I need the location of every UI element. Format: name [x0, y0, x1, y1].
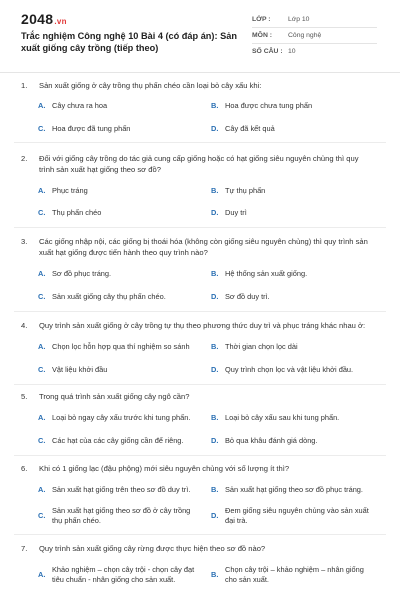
- question-header: [21, 391, 374, 402]
- option-letter: C.: [38, 292, 46, 301]
- info-value: Lớp 10: [288, 16, 310, 23]
- question-text: Các giống nhập nội, các giống bị thoái hóa (không còn giống siêu nguyên chủng) thì quy trình sản xuất hạt giống được tiến hành theo quy trình nào?: [39, 237, 368, 257]
- option-letter: D.: [211, 208, 219, 217]
- site-logo[interactable]: [21, 11, 67, 27]
- info-label: SỐ CÂU :: [252, 48, 283, 55]
- option-letter: A.: [38, 342, 46, 351]
- option-text: Đem giống siêu nguyên chủng vào sản xuất đại trà.: [225, 506, 369, 525]
- option-a[interactable]: [38, 269, 192, 279]
- option-letter: C.: [38, 365, 46, 374]
- option-text: Quy trình chọn lọc và vật liệu khởi đầu.: [225, 365, 354, 374]
- option-text: Loại bỏ ngay cây xấu trước khi tung phấn.: [52, 413, 191, 422]
- option-b[interactable]: [211, 413, 385, 423]
- question-text: Sản xuất giống ở cây trồng thụ phấn chéo cần loại bỏ cây xấu khi:: [39, 81, 262, 90]
- option-d[interactable]: [211, 124, 365, 134]
- option-text: Phục tráng: [52, 186, 88, 195]
- option-c[interactable]: [38, 365, 192, 375]
- option-c[interactable]: [38, 506, 202, 526]
- info-label: LỚP :: [252, 16, 271, 23]
- option-d[interactable]: [211, 292, 365, 302]
- option-letter: A.: [38, 485, 46, 494]
- question-text: Khi có 1 giống lạc (đậu phộng) mới siêu nguyên chủng với số lượng ít thì?: [39, 464, 290, 473]
- option-text: Chọn cây trội – khảo nghiệm – nhân giống cho sản xuất.: [225, 565, 364, 584]
- option-text: Vật liệu khởi đầu: [52, 365, 108, 374]
- option-a[interactable]: [38, 101, 192, 111]
- option-d[interactable]: [211, 506, 375, 526]
- page-header: [0, 0, 400, 73]
- option-letter: C.: [38, 436, 46, 445]
- option-text: Hoa được chưa tung phấn: [225, 101, 313, 110]
- option-a[interactable]: [38, 565, 202, 585]
- question-header: [21, 236, 374, 258]
- question-number: 7.: [21, 544, 28, 553]
- question-divider: [14, 384, 386, 385]
- option-b[interactable]: [211, 269, 365, 279]
- option-text: Sản xuất hạt giống trên theo sơ đồ duy trì.: [52, 485, 191, 494]
- info-value: Công nghệ: [288, 32, 322, 39]
- option-text: Hệ thống sản xuất giống.: [225, 269, 308, 278]
- option-letter: C.: [38, 208, 46, 217]
- option-b[interactable]: [211, 485, 385, 495]
- option-b[interactable]: [211, 101, 365, 111]
- option-b[interactable]: [211, 186, 365, 196]
- info-row-count: [252, 44, 377, 59]
- option-text: Thụ phấn chéo: [52, 208, 102, 217]
- question-header: [21, 80, 374, 91]
- option-b[interactable]: [211, 342, 365, 352]
- question-header: [21, 320, 374, 331]
- question-number: 4.: [21, 321, 28, 330]
- question-divider: [14, 142, 386, 143]
- option-letter: A.: [38, 570, 46, 579]
- option-a[interactable]: [38, 342, 212, 352]
- question-header: [21, 543, 374, 554]
- question-divider: [14, 534, 386, 535]
- option-text: Sản xuất giống cây thụ phấn chéo.: [52, 292, 166, 301]
- option-letter: D.: [211, 436, 219, 445]
- quiz-info-box: [252, 12, 377, 59]
- option-letter: C.: [38, 511, 46, 520]
- option-text: Cây chưa ra hoa: [52, 101, 108, 110]
- option-letter: A.: [38, 269, 46, 278]
- question-header: [21, 153, 374, 175]
- option-c[interactable]: [38, 208, 192, 218]
- question-text: Quy trình sản xuất giống ở cây trồng tự thụ theo phương thức duy trì và phục tráng khác nhau ở:: [39, 321, 366, 330]
- option-letter: C.: [38, 124, 46, 133]
- option-letter: D.: [211, 511, 219, 520]
- option-letter: B.: [211, 570, 219, 579]
- option-c[interactable]: [38, 124, 192, 134]
- option-c[interactable]: [38, 292, 192, 302]
- option-letter: B.: [211, 101, 219, 110]
- option-text: Thời gian chọn lọc dài: [225, 342, 298, 351]
- option-letter: A.: [38, 186, 46, 195]
- option-text: Hoa được đã tung phấn: [52, 124, 131, 133]
- option-d[interactable]: [211, 208, 365, 218]
- question-number: 1.: [21, 81, 28, 90]
- option-letter: D.: [211, 124, 219, 133]
- question-number: 5.: [21, 392, 28, 401]
- question-number: 3.: [21, 237, 28, 246]
- question-text: Quy trình sản xuất giống cây rừng được thực hiện theo sơ đồ nào?: [39, 544, 266, 553]
- question-number: 2.: [21, 154, 28, 163]
- option-letter: B.: [211, 485, 219, 494]
- option-text: Khảo nghiệm – chọn cây trội - chọn cây đạt tiêu chuẩn - nhân giống cho sản xuất.: [52, 565, 195, 584]
- info-value: 10: [288, 48, 296, 55]
- option-text: Sản xuất hạt giống theo sơ đồ phục tráng.: [225, 485, 363, 494]
- question-divider: [14, 311, 386, 312]
- option-text: Sản xuất hạt giống theo sơ đồ ở cây trồng thụ phấn chéo.: [52, 506, 191, 525]
- question-number: 6.: [21, 464, 28, 473]
- option-text: Các hạt của các cây giống cần để riêng.: [52, 436, 184, 445]
- option-text: Bỏ qua khâu đánh giá dòng.: [225, 436, 318, 445]
- option-letter: B.: [211, 186, 219, 195]
- logo-suffix: .vn: [54, 17, 67, 26]
- option-text: Tự thụ phấn: [225, 186, 266, 195]
- option-text: Sơ đồ phục tráng.: [52, 269, 112, 278]
- option-b[interactable]: [211, 565, 375, 585]
- option-letter: D.: [211, 292, 219, 301]
- option-text: Loại bỏ cây xấu sau khi tung phấn.: [225, 413, 340, 422]
- question-text: Trong quá trình sản xuất giống cây ngô cần?: [39, 392, 190, 401]
- option-text: Sơ đồ duy trì.: [225, 292, 270, 301]
- option-c[interactable]: [38, 436, 212, 446]
- info-row-class: [252, 12, 377, 28]
- option-letter: B.: [211, 342, 219, 351]
- option-a[interactable]: [38, 186, 192, 196]
- page-title: Trắc nghiệm Công nghệ 10 Bài 4 (có đáp án): Sản xuất giống cây trồng (tiếp theo): [21, 31, 237, 53]
- info-row-subject: [252, 28, 377, 44]
- question-divider: [14, 455, 386, 456]
- option-a[interactable]: [38, 485, 212, 495]
- option-letter: A.: [38, 413, 46, 422]
- logo-main: 2048: [21, 11, 54, 27]
- option-letter: A.: [38, 101, 46, 110]
- question-header: [21, 463, 374, 474]
- option-text: Duy trì: [225, 208, 247, 217]
- option-d[interactable]: [211, 436, 385, 446]
- option-letter: B.: [211, 413, 219, 422]
- option-a[interactable]: [38, 413, 212, 423]
- question-divider: [14, 227, 386, 228]
- option-letter: B.: [211, 269, 219, 278]
- option-text: Chọn lọc hỗn hợp qua thí nghiệm so sánh: [52, 342, 190, 351]
- option-text: Cây đã kết quả: [225, 124, 275, 133]
- info-label: MÔN :: [252, 32, 273, 39]
- question-text: Đối với giống cây trồng do tác giả cung cấp giống hoặc có hạt giống siêu nguyên chủng thì quy trình sản xuất hạt giống theo sơ đồ?: [39, 154, 359, 174]
- option-d[interactable]: [211, 365, 385, 375]
- option-letter: D.: [211, 365, 219, 374]
